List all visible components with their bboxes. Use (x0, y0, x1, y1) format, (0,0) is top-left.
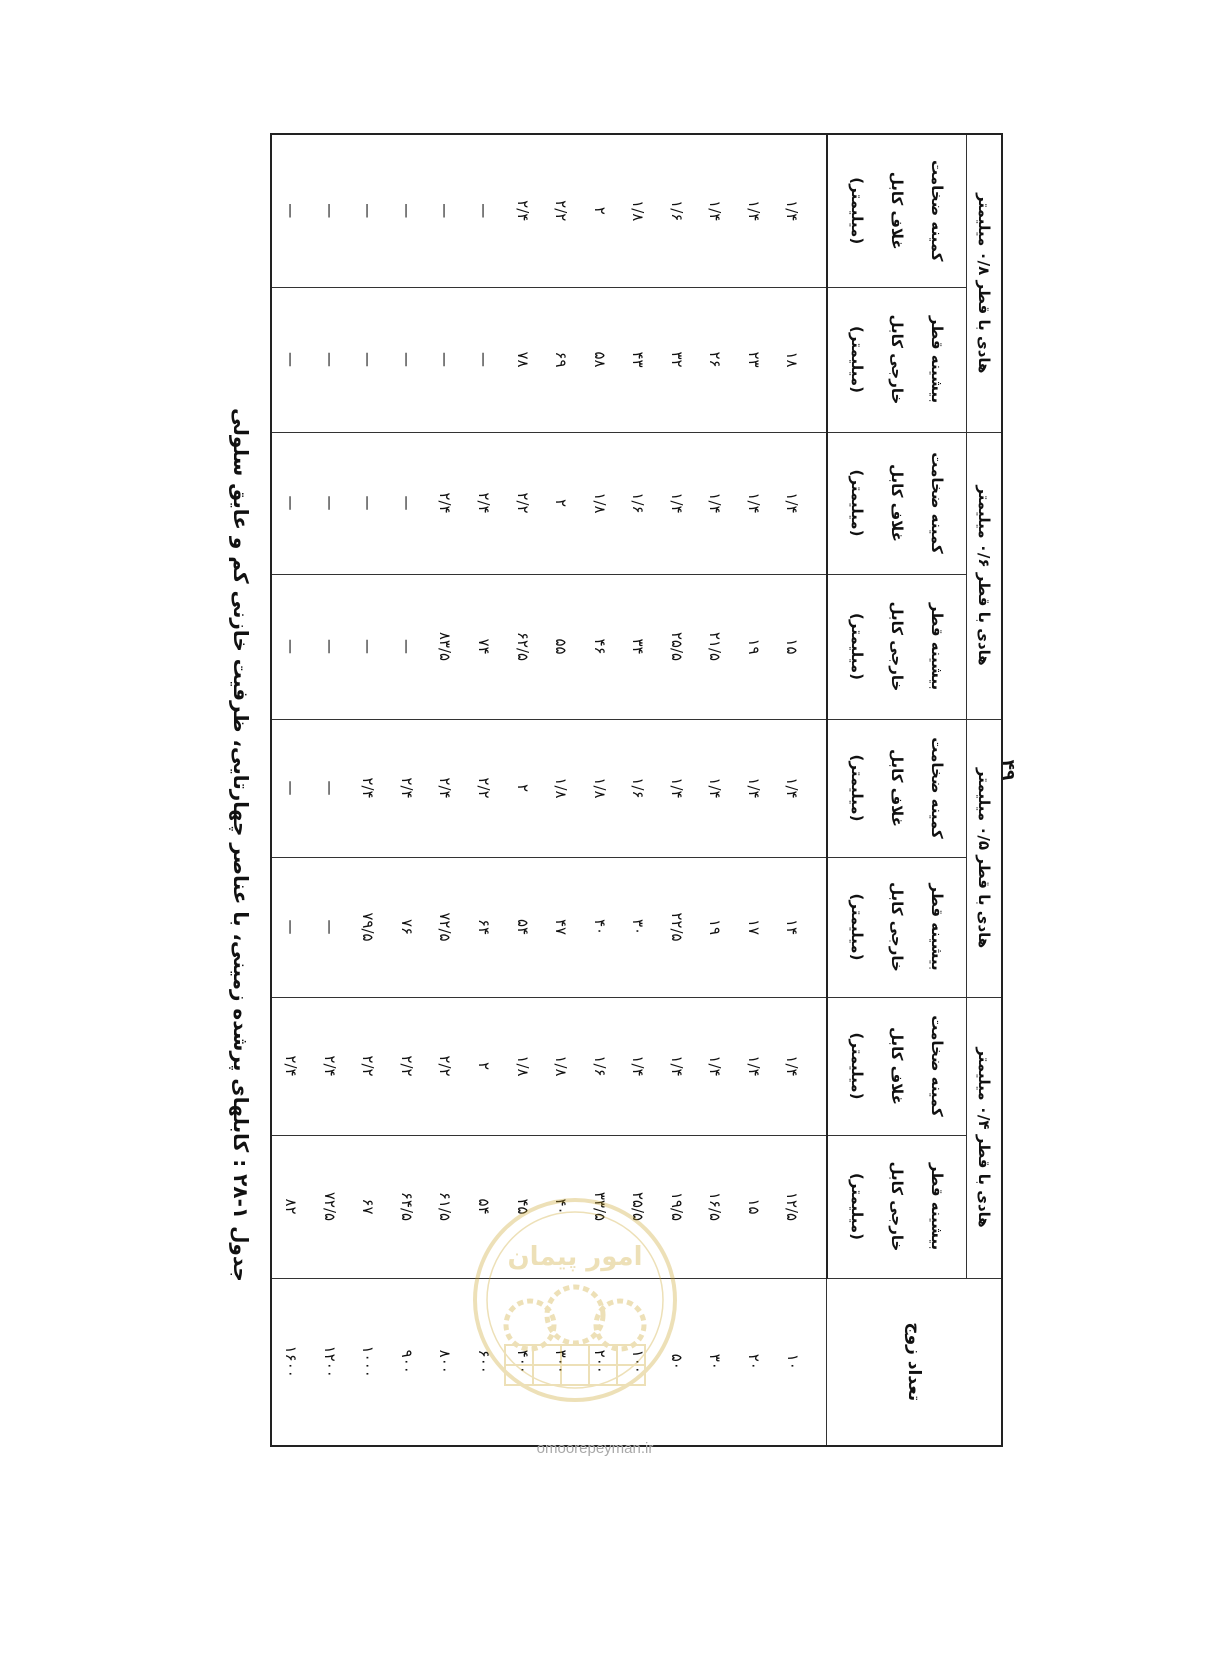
value-cell: ۲/۲ (349, 997, 388, 1135)
pair-count-cell: ۱۰۰۰ (349, 1278, 388, 1446)
value-cell: ۱/۴ (734, 432, 773, 574)
value-cell: ۲/۲ (503, 432, 542, 574)
table-row (426, 134, 465, 1446)
value-cell: — (271, 574, 311, 719)
value-cell: — (426, 134, 465, 287)
value-cell: ۱/۴ (696, 997, 735, 1135)
value-cell: ۱۸ (773, 287, 827, 432)
value-cell: ۱/۸ (542, 719, 581, 857)
value-cell: ۱/۶ (580, 997, 619, 1135)
value-cell: ۱/۸ (503, 997, 542, 1135)
value-cell: ۶۹ (542, 287, 581, 432)
value-cell: — (349, 134, 388, 287)
value-cell: ۸۲ (271, 1135, 311, 1278)
value-cell: ۱/۴ (696, 134, 735, 287)
value-cell: ۲/۴ (426, 432, 465, 574)
value-cell: ۷۲/۵ (426, 857, 465, 997)
value-cell: ۲/۴ (311, 997, 350, 1135)
value-cell: ۴۷ (542, 857, 581, 997)
value-cell: ۲/۲ (465, 719, 504, 857)
value-cell: ۲ (465, 997, 504, 1135)
value-cell: — (349, 432, 388, 574)
value-cell: ۱/۶ (619, 432, 658, 574)
value-cell: — (465, 287, 504, 432)
value-cell: ۱/۴ (657, 432, 696, 574)
table-row (773, 134, 827, 1446)
value-cell: ۲۱/۵ (696, 574, 735, 719)
watermark-logo-text: امور پیمان (507, 1242, 643, 1272)
value-cell: ۱/۴ (734, 997, 773, 1135)
value-cell: ۱/۴ (734, 719, 773, 857)
value-cell: ۲۵/۵ (657, 574, 696, 719)
value-cell: ۱/۴ (773, 997, 827, 1135)
table-row (696, 134, 735, 1446)
value-cell: ۲/۴ (388, 719, 427, 857)
sub-header-line: کمینه ضخامت (928, 1015, 946, 1117)
value-cell: — (426, 287, 465, 432)
sub-header-line: خارجی کابل (888, 882, 906, 972)
value-cell: — (311, 857, 350, 997)
value-cell: ۱/۶ (619, 719, 658, 857)
sub-header-line: غلاف کابل (888, 464, 906, 542)
value-cell: ۲ (580, 134, 619, 287)
value-cell: ۱/۸ (580, 432, 619, 574)
value-cell: ۱/۴ (619, 997, 658, 1135)
sub-header-line: غلاف کابل (888, 171, 906, 250)
value-cell: ۱/۴ (657, 719, 696, 857)
value-cell: ۳۳/۵ (580, 1135, 619, 1278)
sub-header-thickness (827, 719, 967, 857)
header-pairs: تعداد زوج (827, 1278, 1002, 1446)
value-cell: ۱/۴ (696, 719, 735, 857)
value-cell: — (388, 574, 427, 719)
value-cell: ۷۹/۵ (349, 857, 388, 997)
sub-header-diameter (827, 574, 967, 719)
pair-count-cell: ۵۰ (657, 1278, 696, 1446)
value-cell: ۱/۴ (773, 719, 827, 857)
value-cell: ۲/۲ (542, 134, 581, 287)
value-cell: ۴۵ (503, 1135, 542, 1278)
watermark-site: omoorepeyman.ir (536, 1440, 654, 1457)
pair-count-cell: ۶۰۰ (465, 1278, 504, 1446)
sub-header-line: کمینه ضخامت (928, 737, 946, 839)
watermark-logo (470, 1195, 680, 1405)
group-header-0-6: هادی با قطر ۰/۶ میلیمتر (967, 432, 1003, 719)
value-cell: ۷۲/۵ (311, 1135, 350, 1278)
value-cell: ۲ (503, 719, 542, 857)
value-cell: ۱۹/۵ (657, 1135, 696, 1278)
value-cell: ۵۸ (580, 287, 619, 432)
value-cell: — (271, 857, 311, 997)
value-cell: ۱۴ (773, 857, 827, 997)
value-cell: ۱/۴ (773, 432, 827, 574)
value-cell: ۱۷ (734, 857, 773, 997)
value-cell: — (271, 432, 311, 574)
pair-count-cell: ۲۰۰ (580, 1278, 619, 1446)
value-cell: ۱/۶ (657, 134, 696, 287)
value-cell: — (388, 134, 427, 287)
value-cell: ۱/۸ (619, 134, 658, 287)
value-cell: ۱۹ (734, 574, 773, 719)
sub-header-diameter (827, 857, 967, 997)
value-cell: ۱۵ (734, 1135, 773, 1278)
value-cell: ۱/۸ (542, 997, 581, 1135)
sub-header-line: (میلیمتر) (848, 754, 866, 822)
table-row (311, 134, 350, 1446)
value-cell: ۷۴ (465, 574, 504, 719)
sub-header-line: بیشینه قطر (928, 1162, 946, 1251)
table-row (271, 134, 311, 1446)
pair-count-cell: ۱۰۰ (619, 1278, 658, 1446)
value-cell: — (311, 574, 350, 719)
table-caption: جدول ۱-۲۸ : کابلهای پرشده زمینی، با عناصر چهارتایی، ظرفیت خازنی کم و عایق سلولی (229, 408, 253, 1282)
sub-header-line: بیشینه قطر (928, 315, 946, 404)
sub-header-line: (میلیمتر) (848, 469, 866, 537)
value-cell: — (349, 287, 388, 432)
sub-header-line: خارجی کابل (888, 314, 906, 405)
value-cell: ۶۴/۵ (388, 1135, 427, 1278)
value-cell: ۵۴ (465, 1135, 504, 1278)
group-header-0-5: هادی با قطر ۰/۵ میلیمتر (967, 719, 1003, 997)
value-cell: — (388, 432, 427, 574)
value-cell: — (388, 287, 427, 432)
sub-header-line: (میلیمتر) (848, 893, 866, 961)
sub-header-line: خارجی کابل (888, 1161, 906, 1252)
value-cell: — (311, 432, 350, 574)
sub-header-thickness (827, 432, 967, 574)
value-cell: ۲/۴ (503, 134, 542, 287)
value-cell: ۲/۴ (271, 997, 311, 1135)
sub-header-line: کمینه ضخامت (928, 160, 946, 262)
value-cell: ۲/۴ (426, 719, 465, 857)
value-cell: ۶۱/۵ (426, 1135, 465, 1278)
value-cell: ۱۵ (773, 574, 827, 719)
value-cell: — (311, 134, 350, 287)
sub-header-line: (میلیمتر) (848, 1032, 866, 1100)
value-cell: — (271, 719, 311, 857)
value-cell: — (271, 134, 311, 287)
value-cell: ۷۶ (388, 857, 427, 997)
sub-header-line: خارجی کابل (888, 601, 906, 692)
value-cell: ۲۲/۵ (657, 857, 696, 997)
pair-count-cell: ۴۰۰ (503, 1278, 542, 1446)
value-cell: ۱/۸ (580, 719, 619, 857)
value-cell: ۴۰ (542, 1135, 581, 1278)
value-cell: ۱/۴ (696, 432, 735, 574)
value-cell: ۱/۴ (773, 134, 827, 287)
sub-header-row (827, 134, 967, 1446)
sub-header-line: (میلیمتر) (848, 177, 866, 245)
value-cell: ۱/۴ (657, 997, 696, 1135)
value-cell: ۱۲/۵ (773, 1135, 827, 1278)
page-number: ۴۹ (998, 759, 1018, 781)
sub-header-thickness (827, 134, 967, 287)
sub-header-line: کمینه ضخامت (928, 452, 946, 554)
value-cell: ۱/۴ (734, 134, 773, 287)
pair-count-cell: ۹۰۰ (388, 1278, 427, 1446)
pair-count-cell: ۸۰۰ (426, 1278, 465, 1446)
value-cell: ۶۴ (465, 857, 504, 997)
pair-count-cell: ۱۰ (773, 1278, 827, 1446)
value-cell: ۵۴ (503, 857, 542, 997)
sub-header-line: (میلیمتر) (848, 326, 866, 393)
value-cell: ۳۴ (619, 574, 658, 719)
group-header-0-4: هادی با قطر ۰/۴ میلیمتر (967, 997, 1003, 1278)
value-cell: — (271, 287, 311, 432)
pair-count-cell: ۳۰ (696, 1278, 735, 1446)
table-row (349, 134, 388, 1446)
sub-header-thickness (827, 997, 967, 1135)
value-cell: — (465, 134, 504, 287)
value-cell: ۴۰ (580, 857, 619, 997)
value-cell: ۶۷ (349, 1135, 388, 1278)
value-cell: ۳۲ (657, 287, 696, 432)
pair-count-cell: ۱۶۰۰ (271, 1278, 311, 1446)
sub-header-line: بیشینه قطر (928, 602, 946, 691)
sub-header-diameter (827, 287, 967, 432)
value-cell: ۴۶ (580, 574, 619, 719)
value-cell: ۴۳ (619, 287, 658, 432)
sub-header-line: غلاف کابل (888, 1027, 906, 1105)
sub-header-line: غلاف کابل (888, 749, 906, 827)
sub-header-line: (میلیمتر) (848, 613, 866, 680)
table-row (388, 134, 427, 1446)
value-cell: — (311, 287, 350, 432)
value-cell: — (311, 719, 350, 857)
value-cell: ۳۰ (619, 857, 658, 997)
value-cell: ۱۹ (696, 857, 735, 997)
value-cell: ۱۶/۵ (696, 1135, 735, 1278)
pair-count-cell: ۲۰ (734, 1278, 773, 1446)
value-cell: ۲/۲ (426, 997, 465, 1135)
table-row (734, 134, 773, 1446)
sub-header-line: بیشینه قطر (928, 883, 946, 971)
pair-count-cell: ۱۲۰۰ (311, 1278, 350, 1446)
value-cell: ۶۲/۵ (503, 574, 542, 719)
sub-header-diameter (827, 1135, 967, 1278)
value-cell: ۲۳ (734, 287, 773, 432)
pair-count-cell: ۳۰۰ (542, 1278, 581, 1446)
value-cell: ۵۵ (542, 574, 581, 719)
value-cell: ۲/۲ (388, 997, 427, 1135)
value-cell: — (349, 574, 388, 719)
value-cell: ۷۸ (503, 287, 542, 432)
value-cell: ۲۵/۵ (619, 1135, 658, 1278)
value-cell: ۲ (542, 432, 581, 574)
value-cell: ۲/۴ (465, 432, 504, 574)
value-cell: ۲۶ (696, 287, 735, 432)
group-header-0-8: هادی با قطر ۰/۸ میلیمتر (967, 134, 1003, 432)
value-cell: ۲/۴ (349, 719, 388, 857)
sub-header-line: (میلیمتر) (848, 1173, 866, 1240)
value-cell: ۸۳/۵ (426, 574, 465, 719)
